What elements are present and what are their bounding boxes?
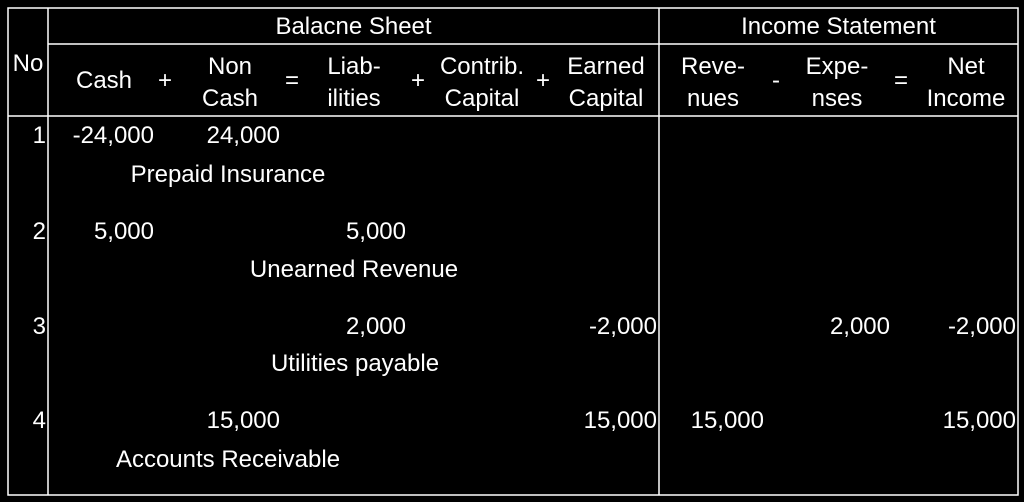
col-earned-2: Capital xyxy=(568,85,644,112)
income-statement-header: Income Statement xyxy=(741,13,936,40)
row-label: Accounts Receivable xyxy=(115,446,341,473)
col-noncash-1: Non xyxy=(207,53,253,80)
row-label: Utilities payable xyxy=(270,350,440,377)
col-net-income-2: Income xyxy=(926,85,1006,112)
cell-earned-capital: -2,000 xyxy=(588,313,657,340)
cell-net-income: 15,000 xyxy=(942,407,1016,434)
row-number: 4 xyxy=(32,407,46,434)
col-revenues-1: Reve- xyxy=(680,53,746,80)
row-number: 1 xyxy=(32,122,46,149)
col-liab-1: Liab- xyxy=(327,53,381,80)
row-number: 3 xyxy=(32,313,46,340)
col-contrib-2: Capital xyxy=(444,85,520,112)
cell-cash: 5,000 xyxy=(93,218,154,245)
op-plus-3: + xyxy=(535,67,550,94)
col-expenses-2: nses xyxy=(811,85,863,112)
col-revenues-2: nues xyxy=(686,85,740,112)
op-plus-1: + xyxy=(157,67,172,94)
col-net-income-1: Net xyxy=(947,53,985,80)
op-minus: - xyxy=(772,67,780,94)
op-equals-1: = xyxy=(284,67,299,94)
col-noncash-2: Cash xyxy=(201,85,259,112)
op-plus-2: + xyxy=(410,67,425,94)
row-label: Prepaid Insurance xyxy=(130,161,326,188)
row-label: Unearned Revenue xyxy=(249,256,459,283)
col-contrib-1: Contrib. xyxy=(439,53,525,80)
cell-noncash: 15,000 xyxy=(206,407,280,434)
balance-sheet-header: Balacne Sheet xyxy=(275,13,432,40)
col-earned-1: Earned xyxy=(567,53,645,80)
cell-cash: -24,000 xyxy=(72,122,154,149)
col-expenses-1: Expe- xyxy=(805,53,869,80)
row-number: 2 xyxy=(32,218,46,245)
cell-earned-capital: 15,000 xyxy=(583,407,657,434)
no-header: No xyxy=(12,50,44,77)
op-equals-2: = xyxy=(893,67,908,94)
cell-noncash: 24,000 xyxy=(206,122,280,149)
col-cash: Cash xyxy=(75,67,133,94)
cell-expenses: 2,000 xyxy=(829,313,890,340)
cell-revenues: 15,000 xyxy=(690,407,764,434)
cell-liabilities: 5,000 xyxy=(345,218,406,245)
cell-net-income: -2,000 xyxy=(947,313,1016,340)
cell-liabilities: 2,000 xyxy=(345,313,406,340)
col-liab-2: ilities xyxy=(327,85,381,112)
